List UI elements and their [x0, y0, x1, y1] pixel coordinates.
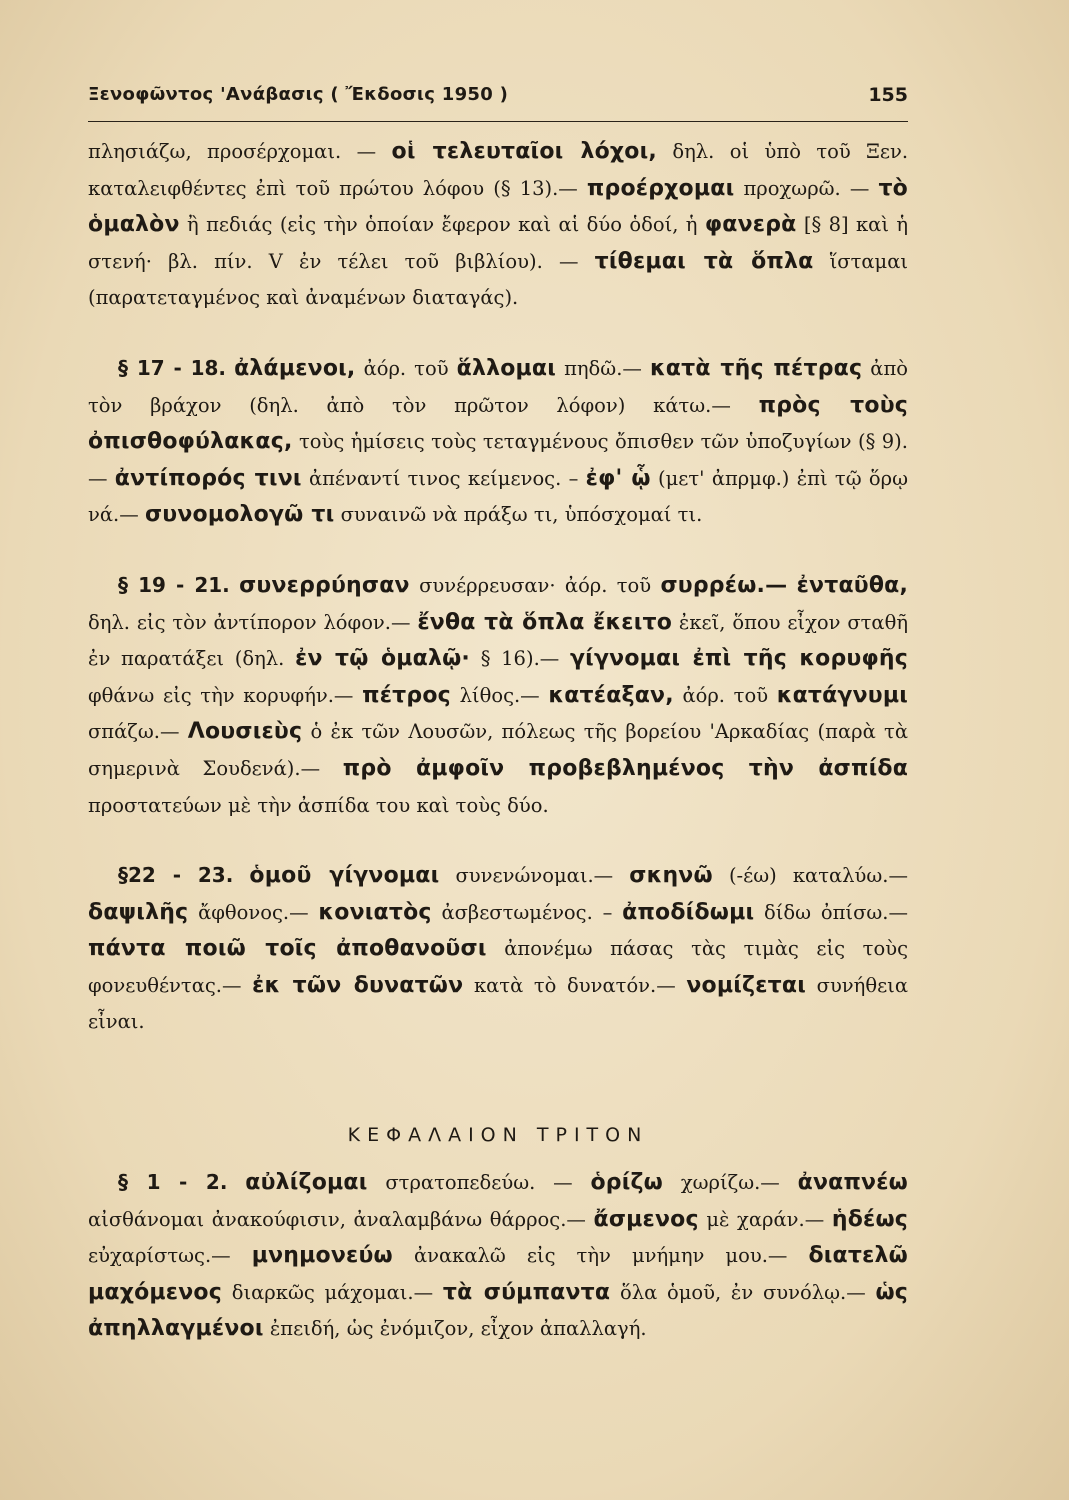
section-17-18: [88, 350, 908, 534]
headword: οἱ τελευταῖοι λόχοι,: [391, 139, 657, 164]
headword: πάντα ποιῶ τοῖς ἀποθανοῦσι: [88, 936, 487, 962]
commentary-text: [88, 134, 908, 1041]
gloss: ἵσταμαι (παρατεταγμένος καὶ ἀναμένων διαταγάς).: [88, 249, 909, 310]
gloss: σπάζω.—: [88, 720, 180, 744]
paragraph-gap: [88, 317, 908, 350]
gloss: ὅλα ὁμοῦ, ἐν συνόλῳ.—: [619, 1280, 866, 1304]
paragraph-gap: [88, 824, 908, 857]
gloss: δηλ. εἰς τὸν ἀντίπορον λόφον.—: [88, 610, 411, 634]
headword: φανερὰ: [704, 212, 797, 238]
gloss: ἀνακαλῶ εἰς τὴν μνήμην μου.—: [413, 1244, 788, 1268]
gloss: ἄφθονος.—: [198, 900, 309, 924]
gloss: συνέρρευσαν· ἀόρ. τοῦ: [419, 573, 652, 597]
headword: τὰ σύμπαντα: [442, 1279, 611, 1305]
headword: ἀλάμενοι,: [234, 355, 356, 381]
gloss: ἢ πεδιάς (εἰς τὴν ὁποίαν ἔφερον καὶ αἱ δύο ὁδοί, ἡ: [187, 213, 698, 237]
paragraph-gap: [88, 534, 908, 567]
section-number: § 17 - 18.: [118, 355, 227, 380]
chapter-three-text: [88, 1164, 908, 1348]
headword: συνομολογῶ τι: [144, 502, 335, 528]
headword: κατάγνυμι: [776, 682, 909, 708]
headword: ἡδέως: [831, 1206, 909, 1232]
gloss: (μετ' ἀπρμφ.) ἐπὶ τῷ ὅρῳ νά.—: [88, 466, 908, 527]
gloss: ἀόρ. τοῦ: [682, 683, 769, 707]
headword: πρὸς τοὺς ὀπισθοφύλακας,: [88, 392, 908, 455]
headword: ὁρίζω: [590, 1170, 663, 1195]
page-number: 155: [868, 84, 908, 106]
gloss: (-έω) καταλύω.—: [728, 864, 908, 888]
headword: ἐφ' ᾧ: [585, 465, 651, 491]
header-rule: [88, 121, 908, 122]
gloss: προχωρῶ. —: [743, 176, 870, 200]
headword: συρρέω.—: [660, 572, 788, 598]
gloss: διαρκῶς μάχομαι.—: [231, 1280, 434, 1304]
gloss: ἀόρ. τοῦ: [363, 356, 449, 380]
headword: ἐκ τῶν δυνατῶν: [252, 972, 464, 998]
headword: δαψιλῆς: [88, 899, 189, 925]
headword: κονιατὸς: [318, 899, 432, 925]
gloss: ἀπὸ τὸν βράχον (δηλ. ἀπὸ τὸν πρῶτον λόφον) κάτω.—: [88, 356, 909, 417]
headword: κατὰ τῆς πέτρας: [649, 355, 863, 381]
headword: σκηνῶ: [629, 863, 713, 889]
headword: συνερρύησαν: [239, 572, 410, 598]
gloss: ἀπέναντί τινος κείμενος. –: [308, 466, 579, 490]
headword: ἀναπνέω: [797, 1170, 908, 1195]
headword: αὐλίζομαι: [245, 1170, 368, 1195]
section-19-21: [88, 567, 908, 824]
headword: πέτρος: [362, 682, 451, 708]
section-1-2: [88, 1164, 908, 1348]
gloss: αἰσθάνομαι ἀνακούφισιν, ἀναλαμβάνω θάρρος.—: [88, 1207, 586, 1231]
gloss: ἀσβεστωμένος. –: [441, 900, 613, 924]
headword: ἐνταῦθα,: [796, 572, 909, 598]
headword: μνημονεύω: [251, 1243, 393, 1269]
gloss: χωρίζω.—: [680, 1171, 780, 1194]
headword: νομίζεται: [686, 972, 807, 998]
gloss: εὐχαρίστως.—: [88, 1244, 231, 1268]
headword: ἀντίπορός τινι: [114, 465, 302, 491]
headword: ἄσμενος: [593, 1206, 699, 1232]
gloss: δηλ. οἱ ὑπὸ τοῦ Ξεν. καταλειφθέντες ἐπὶ τοῦ πρώτου λόφου (§ 13).—: [88, 140, 909, 200]
gloss: ἀπονέμω πάσας τὰς τιμὰς εἰς τοὺς φονευθέντας.—: [88, 937, 908, 997]
headword: γίγνομαι ἐπὶ τῆς κορυφῆς: [569, 646, 908, 672]
headword: ὡς ἀπηλλαγμένοι: [88, 1279, 909, 1342]
gloss: προστατεύων μὲ τὴν ἀσπίδα του καὶ τοὺς δύο.: [88, 793, 549, 817]
headword: πρὸ ἀμφοῖν προβεβλημένος τὴν ἀσπίδα: [342, 755, 909, 781]
gloss: φθάνω εἰς τὴν κορυφήν.—: [88, 683, 354, 707]
headword: ἔνθα τὰ ὅπλα ἔκειτο: [417, 609, 673, 635]
gloss: πλησιάζω, προσέρχομαι. —: [88, 140, 377, 163]
headword: ἅλλομαι: [456, 355, 556, 381]
headword: τίθεμαι τὰ ὅπλα: [594, 248, 814, 274]
paragraph-continuation: [88, 134, 908, 317]
section-number: § 19 - 21.: [118, 572, 230, 597]
gloss: συνενώνομαι.—: [455, 864, 614, 888]
headword: ὁμοῦ γίγνομαι: [249, 863, 440, 889]
gloss: στρατοπεδεύω. —: [385, 1171, 573, 1194]
gloss: [§ 8] καὶ ἡ στενή· βλ. πίν. V ἐν τέλει τοῦ βιβλίου). —: [88, 213, 909, 273]
gloss: κατὰ τὸ δυνατόν.—: [473, 973, 676, 997]
gloss: δίδω ὀπίσω.—: [764, 900, 908, 924]
chapter-heading: ΚΕΦΑΛΑΙΟΝ ΤΡΙΤΟΝ: [347, 1124, 649, 1146]
headword: ἐν τῷ ὁμαλῷ·: [295, 646, 470, 672]
headword: ἀποδίδωμι: [622, 899, 755, 925]
headword: προέρχομαι: [586, 175, 735, 201]
headword: Λουσιεὺς: [187, 719, 303, 745]
gloss: μὲ χαράν.—: [706, 1207, 825, 1231]
gloss: λίθος.—: [459, 683, 540, 707]
gloss: τοὺς ἡμίσεις τοὺς τεταγμένους ὄπισθεν τῶν ὑποζυγίων (§ 9).—: [88, 430, 908, 490]
headword: διατελῶ μαχόμενος: [88, 1243, 908, 1305]
section-number: §22 - 23.: [118, 863, 234, 888]
section-number: § 1 - 2.: [118, 1170, 228, 1194]
gloss: ὁ ἐκ τῶν Λουσῶν, πόλεως τῆς βορείου 'Αρκαδίας (παρὰ τὰ σημερινὰ Σουδενά).—: [88, 720, 908, 780]
gloss: συναινῶ νὰ πράξω τι, ὑπόσχομαί τι.: [340, 503, 703, 527]
gloss: ἐκεῖ, ὅπου εἶχον σταθῆ ἐν παρατάξει (δηλ.: [88, 610, 909, 671]
gloss: § 16).—: [480, 647, 560, 671]
headword: τὸ ὁμαλὸν: [88, 175, 908, 238]
headword: κατέαξαν,: [548, 682, 674, 708]
gloss: συνήθεια εἶναι.: [88, 973, 908, 1034]
gloss: πηδῶ.—: [564, 356, 642, 380]
section-22-23: [88, 857, 908, 1041]
page-header: [88, 84, 908, 114]
gloss: ἐπειδή, ὡς ἐνόμιζον, εἶχον ἀπαλλαγή.: [269, 1317, 647, 1341]
running-title: Ξενοφῶντος 'Ανάβασις ( Ἔκδοσις 1950 ): [88, 84, 509, 105]
